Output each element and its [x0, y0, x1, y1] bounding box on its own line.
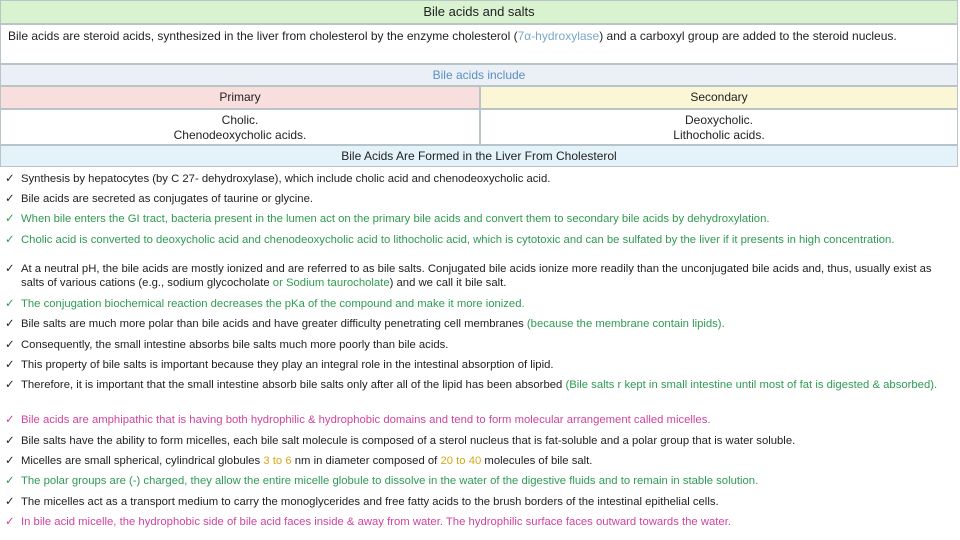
bullet-point	[5, 454, 955, 468]
bullet-text: Bile acids are secreted as conjugates of taurine or glycine.	[21, 193, 313, 205]
bullet-highlight: (because the membrane contain lipids).	[526, 318, 725, 330]
checkmark-icon: ✓	[5, 173, 15, 185]
bullet-text: At a neutral pH, the bile acids are mostly ionized and are referred to as bile salts. Conjugated bile acids ionize more readily than the unconjugated bile acids and, thus, usually exist as salts of various cations (e.g., sodium glycocholate	[21, 263, 932, 289]
bullet-highlight: (Bile salts r kept in small intestine until most of fat is digested & absorbed).	[565, 379, 938, 391]
secondary-line2: Lithocholic acids.	[673, 128, 765, 142]
bullet-highlight: or Sodium taurocholate	[272, 277, 390, 289]
bullet-point	[5, 495, 955, 509]
bullet-point	[5, 515, 955, 529]
secondary-line1: Deoxycholic.	[684, 113, 754, 127]
include-heading: Bile acids include	[0, 64, 958, 86]
primary-cell	[0, 109, 480, 145]
bullet-text: Micelles are small spherical, cylindrical globules	[21, 455, 264, 467]
intro-enzyme: 7α-hydroxylase	[517, 29, 600, 43]
bullet-highlight: 20 to 40	[440, 455, 482, 467]
bullet-point	[5, 317, 955, 331]
checkmark-icon: ✓	[5, 263, 15, 275]
bullet-text: Consequently, the small intestine absorbs bile salts much more poorly than bile acids.	[21, 339, 449, 351]
bullet-text: nm in diameter composed of	[291, 455, 441, 467]
bullet-text: Therefore, it is important that the small intestine absorb bile salts only after all of the lipid has been absorbed	[21, 379, 566, 391]
bullet-text: The polar groups are (-) charged, they allow the entire micelle globule to dissolve in the water of the digestive fluids and to remain in stable solution.	[21, 475, 759, 487]
intro-text-after: ) and a carboxyl group are added to the steroid nucleus.	[599, 29, 897, 43]
bullet-highlight: 3 to 6	[263, 455, 292, 467]
checkmark-icon: ✓	[5, 455, 15, 467]
checkmark-icon: ✓	[5, 379, 15, 391]
page-title: Bile acids and salts	[0, 0, 958, 24]
formed-heading: Bile Acids Are Formed in the Liver From Cholesterol	[0, 145, 958, 167]
primary-line2: Chenodeoxycholic acids.	[173, 128, 307, 142]
checkmark-icon: ✓	[5, 414, 15, 426]
primary-line1: Cholic.	[221, 113, 259, 127]
bullet-text: Bile acids are amphipathic that is having both hydrophilic & hydrophobic domains and tend to form molecular arrangement called micelles.	[21, 414, 711, 426]
checkmark-icon: ✓	[5, 234, 15, 246]
checkmark-icon: ✓	[5, 193, 15, 205]
checkmark-icon: ✓	[5, 298, 15, 310]
bullet-point	[5, 434, 955, 448]
bullet-point	[5, 338, 955, 352]
bullet-point	[5, 378, 955, 392]
bullet-point	[5, 172, 955, 186]
bullet-text: Bile salts have the ability to form micelles, each bile salt molecule is composed of a sterol nucleus that is fat-soluble and a polar group that is water soluble.	[21, 435, 796, 447]
checkmark-icon: ✓	[5, 496, 15, 508]
checkmark-icon: ✓	[5, 318, 15, 330]
checkmark-icon: ✓	[5, 475, 15, 487]
intro-text-before: Bile acids are steroid acids, synthesized in the liver from cholesterol by the enzyme cholesterol (	[8, 29, 518, 43]
secondary-header: Secondary	[480, 86, 958, 109]
bullet-point	[5, 192, 955, 206]
bullet-text: molecules of bile salt.	[481, 455, 593, 467]
bullet-point	[5, 212, 955, 226]
bullet-point	[5, 358, 955, 372]
secondary-cell	[480, 109, 958, 145]
checkmark-icon: ✓	[5, 213, 15, 225]
checkmark-icon: ✓	[5, 339, 15, 351]
checkmark-icon: ✓	[5, 359, 15, 371]
checkmark-icon: ✓	[5, 435, 15, 447]
intro-paragraph	[0, 24, 958, 64]
bullet-point	[5, 233, 955, 247]
checkmark-icon: ✓	[5, 516, 15, 528]
bullet-text: When bile enters the GI tract, bacteria present in the lumen act on the primary bile acids and convert them to secondary bile acids by dehydroxylation.	[21, 213, 770, 225]
bullet-point	[5, 413, 955, 427]
bullet-point	[5, 474, 955, 488]
bullet-text: This property of bile salts is important because they play an integral role in the intestinal absorption of lipid.	[21, 359, 554, 371]
bullet-text: Bile salts are much more polar than bile acids and have greater difficulty penetrating cell membranes	[21, 318, 527, 330]
bullet-text: In bile acid micelle, the hydrophobic side of bile acid faces inside & away from water. The hydrophilic surface faces outward towards the water.	[21, 516, 731, 528]
bullet-text: Cholic acid is converted to deoxycholic acid and chenodeoxycholic acid to lithocholic acid, which is cytotoxic and can be sulfated by the liver if it presents in high concentration.	[21, 234, 895, 246]
bullet-text: The micelles act as a transport medium to carry the monoglycerides and free fatty acids to the brush borders of the intestinal epithelial cells.	[21, 496, 719, 508]
bullet-point	[5, 297, 955, 311]
primary-header: Primary	[0, 86, 480, 109]
bullet-point	[5, 262, 955, 290]
bullet-text: Synthesis by hepatocytes (by C 27- dehydroxylase), which include cholic acid and chenodeoxycholic acid.	[21, 173, 551, 185]
bullet-text: ) and we call it bile salt.	[389, 277, 507, 289]
bullet-text: The conjugation biochemical reaction decreases the pKa of the compound and make it more ionized.	[21, 298, 525, 310]
